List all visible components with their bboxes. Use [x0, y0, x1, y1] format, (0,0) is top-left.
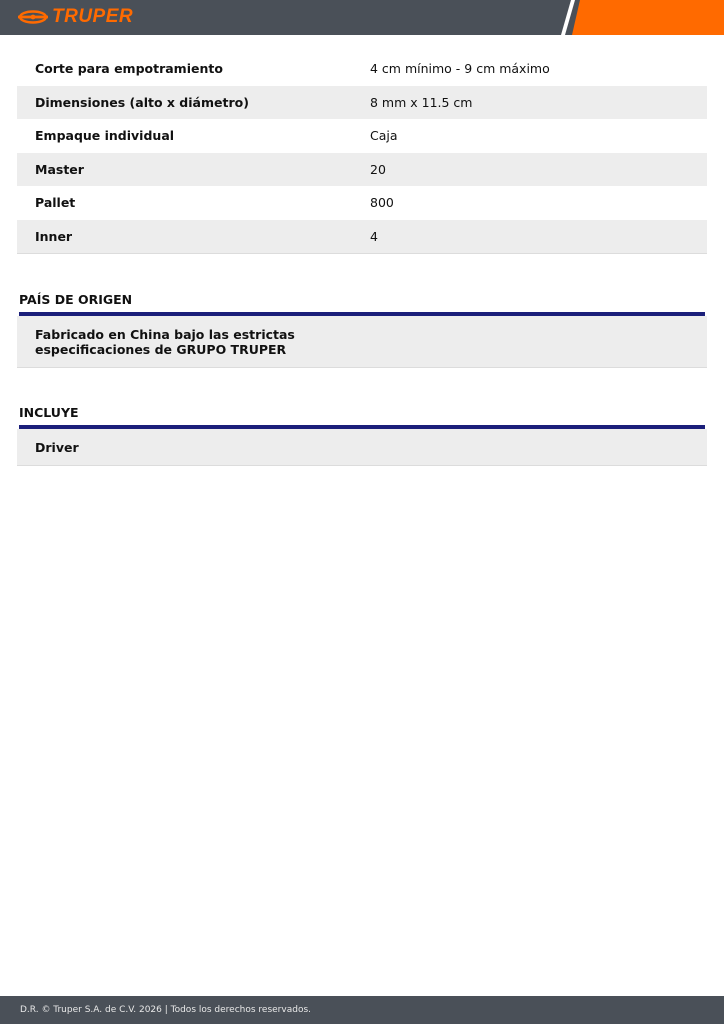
origin-section-box [17, 316, 707, 368]
spec-value: 20 [370, 161, 386, 177]
includes-section-title: INCLUYE [19, 405, 79, 420]
footer-copyright: D.R. © Truper S.A. de C.V. 2026 | Todos los derechos reservados. [20, 1005, 311, 1015]
origin-section-title: PAÍS DE ORIGEN [19, 292, 133, 307]
origin-text-line-1: Fabricado en China bajo las estrictas [35, 327, 295, 342]
truper-emblem-icon [18, 9, 48, 25]
spec-label: Inner [35, 228, 73, 244]
spec-row [17, 86, 707, 120]
spec-row [17, 52, 707, 86]
spec-table [17, 52, 707, 254]
spec-label: Master [35, 161, 84, 177]
spec-label: Dimensiones (alto x diámetro) [35, 94, 249, 110]
spec-row [17, 220, 707, 254]
spec-row [17, 153, 707, 187]
truper-logo [18, 7, 133, 27]
header-accent-block [572, 0, 724, 35]
includes-item: Driver [35, 440, 79, 455]
footer-bar [0, 996, 724, 1024]
spec-row [17, 186, 707, 220]
spec-label: Pallet [35, 195, 76, 211]
origin-text-line-2: especificaciones de GRUPO TRUPER [35, 342, 287, 357]
spec-value: 4 [370, 228, 378, 244]
spec-value: 4 cm mínimo - 9 cm máximo [370, 61, 550, 77]
brand-name: TRUPER [52, 6, 134, 27]
spec-value: 800 [370, 195, 394, 211]
header-bar [0, 0, 724, 35]
spec-label: Empaque individual [35, 128, 175, 144]
header-divider-stripe [561, 0, 575, 35]
spec-value: Caja [370, 128, 398, 144]
spec-row [17, 119, 707, 153]
includes-section-box [17, 429, 707, 466]
spec-value: 8 mm x 11.5 cm [370, 94, 473, 110]
spec-label: Corte para empotramiento [35, 61, 223, 77]
